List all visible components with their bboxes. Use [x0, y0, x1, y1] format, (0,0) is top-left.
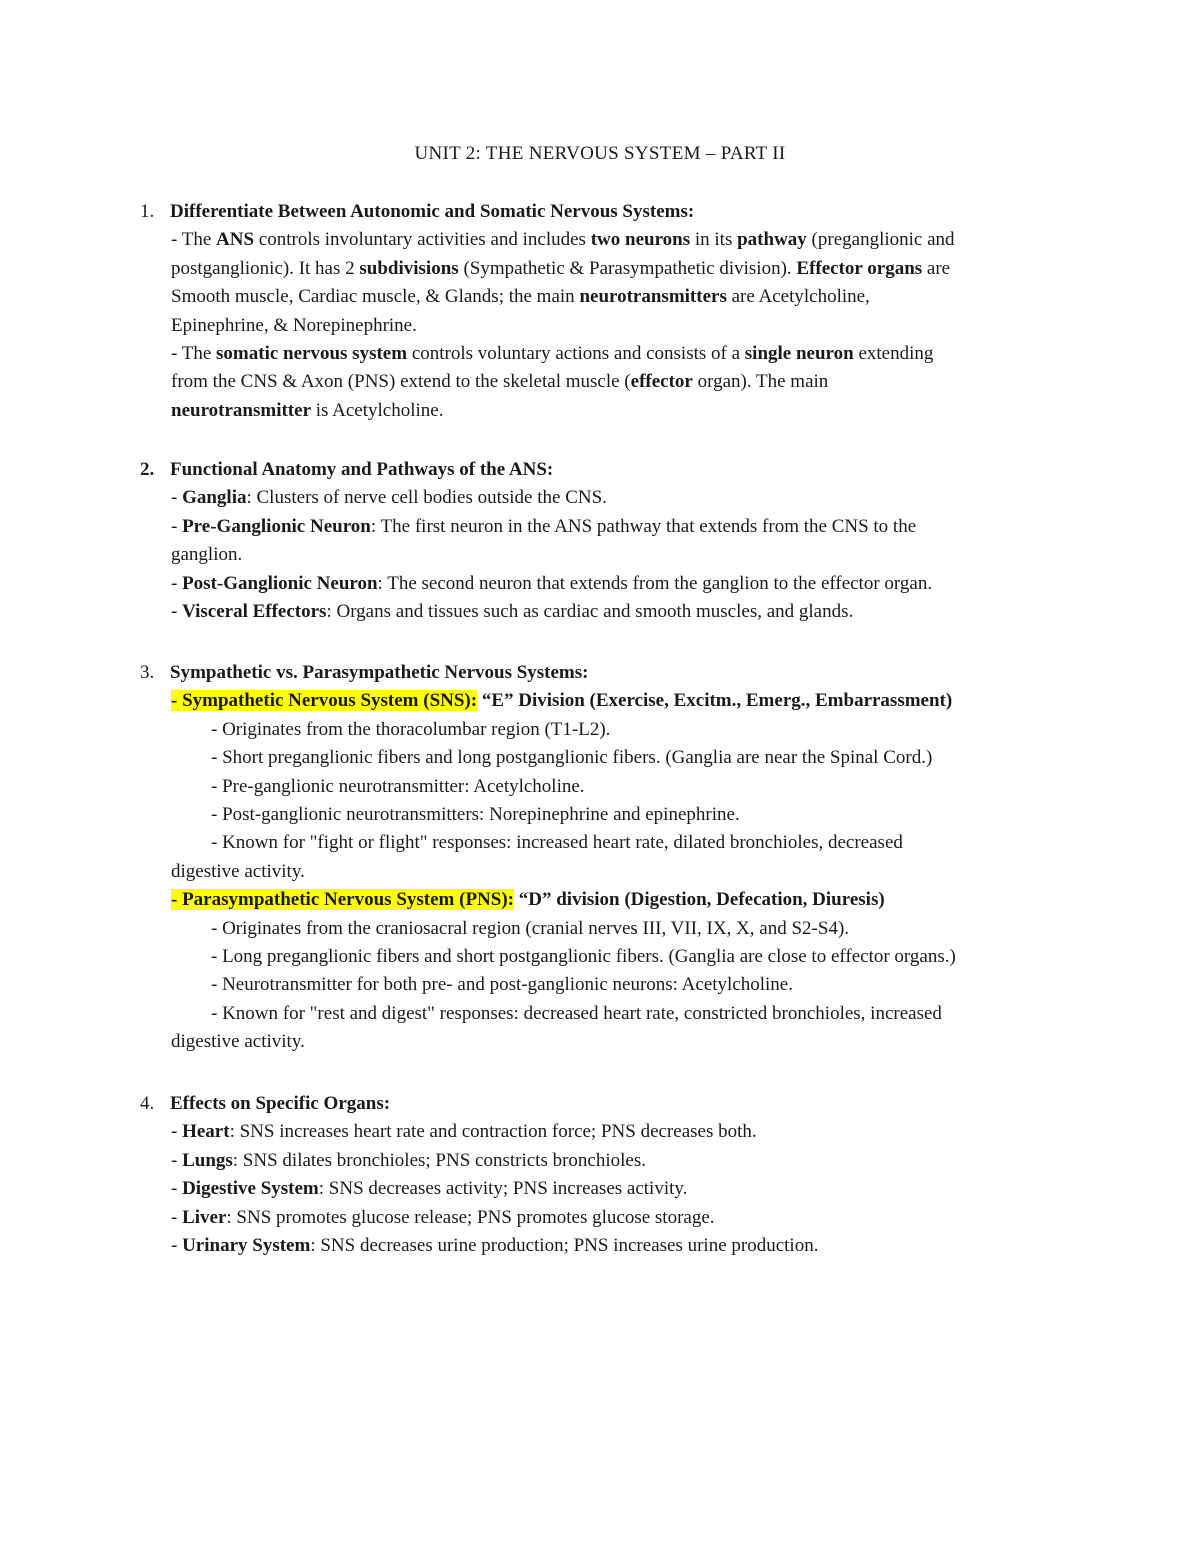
heading-text: Functional Anatomy and Pathways of the ANS:	[170, 459, 554, 480]
section-heading	[140, 456, 1080, 484]
text-line: - Post-Ganglionic Neuron: The second neuron that extends from the ganglion to the effector organ.	[171, 572, 933, 594]
text-line: - The ANS controls involuntary activities and includes two neurons in its pathway (preganglionic and	[171, 229, 955, 251]
list-item: - Post-ganglionic neurotransmitters: Norepinephrine and epinephrine.	[211, 803, 740, 825]
text-line: Epinephrine, & Norepinephrine.	[171, 314, 417, 336]
heading-text: Sympathetic vs. Parasympathetic Nervous Systems:	[170, 662, 589, 683]
list-number: 4.	[140, 1093, 155, 1114]
section-1	[140, 198, 1080, 425]
list-item: - Known for "rest and digest" responses: decreased heart rate, constricted bronchioles, increased	[211, 1002, 942, 1024]
section-3	[140, 659, 1080, 1056]
list-item: - Heart: SNS increases heart rate and contraction force; PNS decreases both.	[171, 1121, 757, 1143]
list-item: - Urinary System: SNS decreases urine production; PNS increases urine production.	[171, 1234, 819, 1256]
list-item: - Originates from the thoracolumbar region (T1-L2).	[211, 718, 611, 740]
section-heading	[140, 1090, 1080, 1118]
text-line: - Pre-Ganglionic Neuron: The first neuron in the ANS pathway that extends from the CNS to the	[171, 515, 917, 537]
list-item: - Originates from the craniosacral region (cranial nerves III, VII, IX, X, and S2-S4).	[211, 917, 850, 939]
list-number: 2.	[140, 459, 155, 480]
list-number: 1.	[140, 201, 155, 222]
text-line: Smooth muscle, Cardiac muscle, & Glands; the main neurotransmitters are Acetylcholine,	[171, 286, 870, 308]
section-2	[140, 456, 1080, 626]
page-title: UNIT 2: THE NERVOUS SYSTEM – PART II	[414, 143, 786, 164]
sns-heading: - Sympathetic Nervous System (SNS): “E” Division (Exercise, Excitm., Emerg., Embarrassment)	[171, 690, 953, 712]
list-item: - Pre-ganglionic neurotransmitter: Acetylcholine.	[211, 775, 585, 797]
list-item: - Digestive System: SNS decreases activity; PNS increases activity.	[171, 1178, 688, 1200]
pns-heading: - Parasympathetic Nervous System (PNS): “D” division (Digestion, Defecation, Diuresis)	[171, 889, 885, 911]
text-line: - Visceral Effectors: Organs and tissues such as cardiac and smooth muscles, and glands.	[171, 600, 854, 622]
list-item: - Short preganglionic fibers and long postganglionic fibers. (Ganglia are near the Spinal Cord.)	[211, 747, 933, 769]
text-line: neurotransmitter is Acetylcholine.	[171, 399, 444, 421]
section-4	[140, 1090, 1080, 1260]
list-item: - Lungs: SNS dilates bronchioles; PNS constricts bronchioles.	[171, 1149, 647, 1171]
text-line: digestive activity.	[171, 1031, 305, 1053]
list-item: - Known for "fight or flight" responses: increased heart rate, dilated bronchioles, decreased	[211, 832, 903, 854]
text-line: digestive activity.	[171, 860, 305, 882]
text-line: postganglionic). It has 2 subdivisions (Sympathetic & Parasympathetic division). Effector organs are	[171, 257, 951, 279]
highlighted-text: - Sympathetic Nervous System (SNS):	[171, 690, 478, 712]
list-number: 3.	[140, 662, 155, 683]
heading-text: Differentiate Between Autonomic and Somatic Nervous Systems:	[170, 201, 695, 222]
list-item: - Long preganglionic fibers and short postganglionic fibers. (Ganglia are close to effector organs.)	[211, 945, 956, 967]
list-item: - Liver: SNS promotes glucose release; PNS promotes glucose storage.	[171, 1206, 715, 1228]
section-heading	[140, 198, 1080, 226]
text-line: from the CNS & Axon (PNS) extend to the skeletal muscle (effector organ). The main	[171, 371, 829, 393]
section-heading	[140, 659, 1080, 687]
list-item: - Neurotransmitter for both pre- and post-ganglionic neurons: Acetylcholine.	[211, 974, 793, 996]
highlighted-text: - Parasympathetic Nervous System (PNS):	[171, 889, 514, 911]
text-line: - Ganglia: Clusters of nerve cell bodies outside the CNS.	[171, 487, 607, 509]
heading-text: Effects on Specific Organs:	[170, 1093, 391, 1114]
text-line: ganglion.	[171, 544, 243, 566]
text-line: - The somatic nervous system controls voluntary actions and consists of a single neuron extending	[171, 342, 934, 364]
